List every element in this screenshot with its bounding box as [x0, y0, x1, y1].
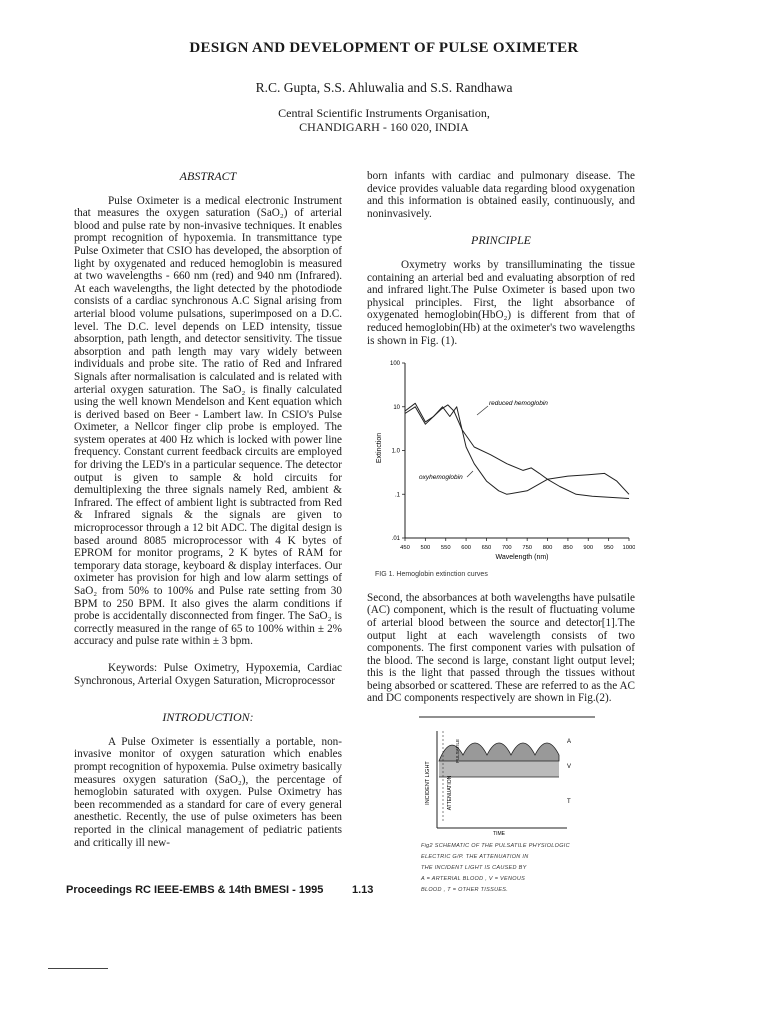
x-tick-label: 550 [440, 545, 451, 552]
caption-line: ELECTRIC G/P. THE ATTENUATION IN [421, 854, 529, 861]
principle-heading: PRINCIPLE [471, 233, 531, 248]
affiliation-line-2: CHANDIGARH - 160 020, INDIA [299, 120, 469, 134]
x-tick-label: 450 [400, 545, 410, 552]
caption-line: BLOOD , T = OTHER TISSUES. [421, 887, 509, 894]
proceedings-footer: Proceedings RC IEEE-EMBS & 14th BMESI - 1995 [66, 884, 324, 896]
principle-text-2: Second, the absorbances at both wavelengths have pulsatile (AC) component, which is the result of fluctuating volume of arterial blood between the source and detector[1].The output light at each wavelength consists of two components. The first component varies with pulsation of the blood. The second is large, constant light output level; this is the light that passed through the tissues without being absorbed or scattered. These are referred to as the AC and DC components respectively are shown in Fig.(2). [367, 591, 635, 705]
introduction-text: A Pulse Oximeter is essentially a portable, non-invasive monitor of oxygen saturation which enables prompt recognition of hypoxemia. Pulse oximetry basically measures oxygen saturation (SaO₂), the percentage of hemoglobin saturated with oxygen. Pulse Oximetry has been recommended as a standard for care of every general anesthetic. Recently, the use of pulse oximeters has been reported in the clinical management of pediatric patients and critically ill new- [74, 735, 342, 849]
abstract-text: Pulse Oximeter is a medical electronic Instrument that measures the oxygen saturation (SaO₂) of arterial blood and pulse rate by non-invasive techniques. It enables prompt recognition of hypoxemia. In transmittance type Pulse Oximeter that CSIO has developed, the absorption of light by oxygenated and reduced hemoglobin is measured at two wavelengths - 660 nm (red) and 940 nm (Infrared). At each wavelengths, the light detected by the photodiode consists of a cardiac synchronous A.C Signal arising from arterial blood volume pulsations, superimposed on a D.C. level. The D.C. level depends on LED intensity, tissue absorption, path length, and detector sensitivity. The tissue absorption and path length may vary widely between individuals and probe site. The ratio of Red and Infrared Signals after normalisation is calculated and is related with arterial oxygen saturation. The SaO₂ is finally calculated using the well known Mendelson and Kent equation which is derived based on Beer - Lambert law. In CSIO's Pulse Oximeter, a Nellcor finger clip probe is employed. The system operates at 400 Hz which is locked with power line frequency. Constant current feedback circuits are employed for driving the LED's in a particular sequence. The detector output is given to sample & hold circuits for demultiplexing the three signals namely Red, ambient & Infrared. The effect of ambient light is subtracted from Red & Infrared signals & the signals are given to microprocessor through a 12 bit ADC. The digital design is based around 8085 microprocessor with 4 K bytes of EPROM for monitor programs, 2 K bytes of RAM for temporary data storage, keyboard & display interfaces. Our oximeter has provision for high and low alarm settings of SaO₂ from 50% to 100% and Pulse rate setting from 30 BPM to 250 BPM. It also gives the alarm conditions if probe is accidentally disconnected from finger. The SaO₂ is correctly measured in the range of 65 to 100% within ± 2% accuracy and pulse rate within ± 3 bpm. [74, 194, 342, 648]
page-number: 1.13 [352, 884, 374, 896]
introduction-continued: born infants with cardiac and pulmonary disease. The device provides valuable data regarding blood oxygenation and this information is obtained easily, continuously, and noninvasively. [367, 170, 635, 220]
author-list: R.C. Gupta, S.S. Ahluwalia and S.S. Randhawa [255, 80, 513, 95]
x-tick-label: 600 [461, 545, 471, 552]
oxyhemoglobin-leader [467, 471, 473, 477]
pulsatile-label: PULSATILE [455, 739, 460, 764]
x-tick-label: 650 [481, 545, 492, 552]
series-label-reduced-hemoglobin: reduced hemoglobin [489, 400, 548, 408]
caption-line: Fig2 SCHEMATIC OF THE PULSATILE PHYSIOLOGIC [421, 843, 570, 850]
x-tick-label: 950 [603, 545, 614, 552]
left-column [74, 170, 342, 849]
figure-2-schematic [367, 713, 635, 898]
keywords: Keywords: Pulse Oximetry, Hypoxemia, Cardiac Synchronous, Arterial Oxygen Saturation, Microprocessor [74, 661, 342, 687]
time-label: TIME [493, 831, 505, 838]
figure-1-caption: FIG 1. Hemoglobin extinction curves [375, 571, 488, 579]
affiliation [0, 106, 768, 134]
y-axis-label: Extinction [376, 432, 383, 464]
figure-1-chart [367, 353, 635, 563]
paper-title: DESIGN AND DEVELOPMENT OF PULSE OXIMETER [189, 40, 579, 56]
x-tick-label: 750 [522, 545, 533, 552]
y-tick-label: 1.0 [391, 448, 400, 455]
right-column [367, 170, 635, 898]
x-tick-label: 850 [563, 545, 573, 552]
incident-light-label: INCIDENT LIGHT [425, 761, 431, 805]
label-tissue: T [567, 799, 571, 806]
x-tick-label: 500 [420, 545, 431, 552]
reduced-hemoglobin-leader [477, 406, 488, 415]
y-tick-label: .01 [391, 536, 400, 543]
series-label-oxyhemoglobin: oxyhemoglobin [419, 474, 463, 482]
x-axis-label: Wavelength (nm) [495, 554, 549, 562]
label-arterial: A [567, 739, 572, 746]
x-tick-label: 1000 [622, 545, 635, 552]
caption-line: THE INCIDENT LIGHT IS CAUSED BY [421, 865, 527, 872]
pulsatile-schematic [367, 713, 635, 838]
figure-2-caption [421, 841, 571, 896]
x-tick-label: 700 [501, 545, 512, 552]
extinction-chart [367, 353, 635, 563]
abstract-heading: ABSTRACT [179, 169, 237, 183]
y-tick-label: 10 [393, 404, 400, 411]
x-tick-label: 800 [542, 545, 553, 552]
y-tick-label: .1 [394, 492, 400, 499]
bottom-rule [48, 968, 108, 969]
y-tick-label: 100 [389, 361, 400, 368]
introduction-heading: INTRODUCTION: [162, 710, 254, 725]
label-venous: V [567, 764, 572, 771]
attenuation-label: ATTENUATION [447, 775, 453, 811]
affiliation-line-1: Central Scientific Instruments Organisation, [278, 106, 490, 120]
oxyhemoglobin-curve [405, 407, 629, 495]
principle-text: Oxymetry works by transilluminating the tissue containing an arterial bed and evaluating absorption of red and infrared light.The Pulse Oximeter is based upon two physical principles. First, the light absorbance of oxygenated hemoglobin(HbO₂) is different from that of reduced hemoglobin(Hb) at the oximeter's two wavelengths is shown in Fig. (1). [367, 258, 635, 347]
reduced-hemoglobin-curve [405, 403, 629, 498]
caption-line: A = ARTERIAL BLOOD , V = VENOUS [421, 876, 526, 883]
x-tick-label: 900 [583, 545, 594, 552]
